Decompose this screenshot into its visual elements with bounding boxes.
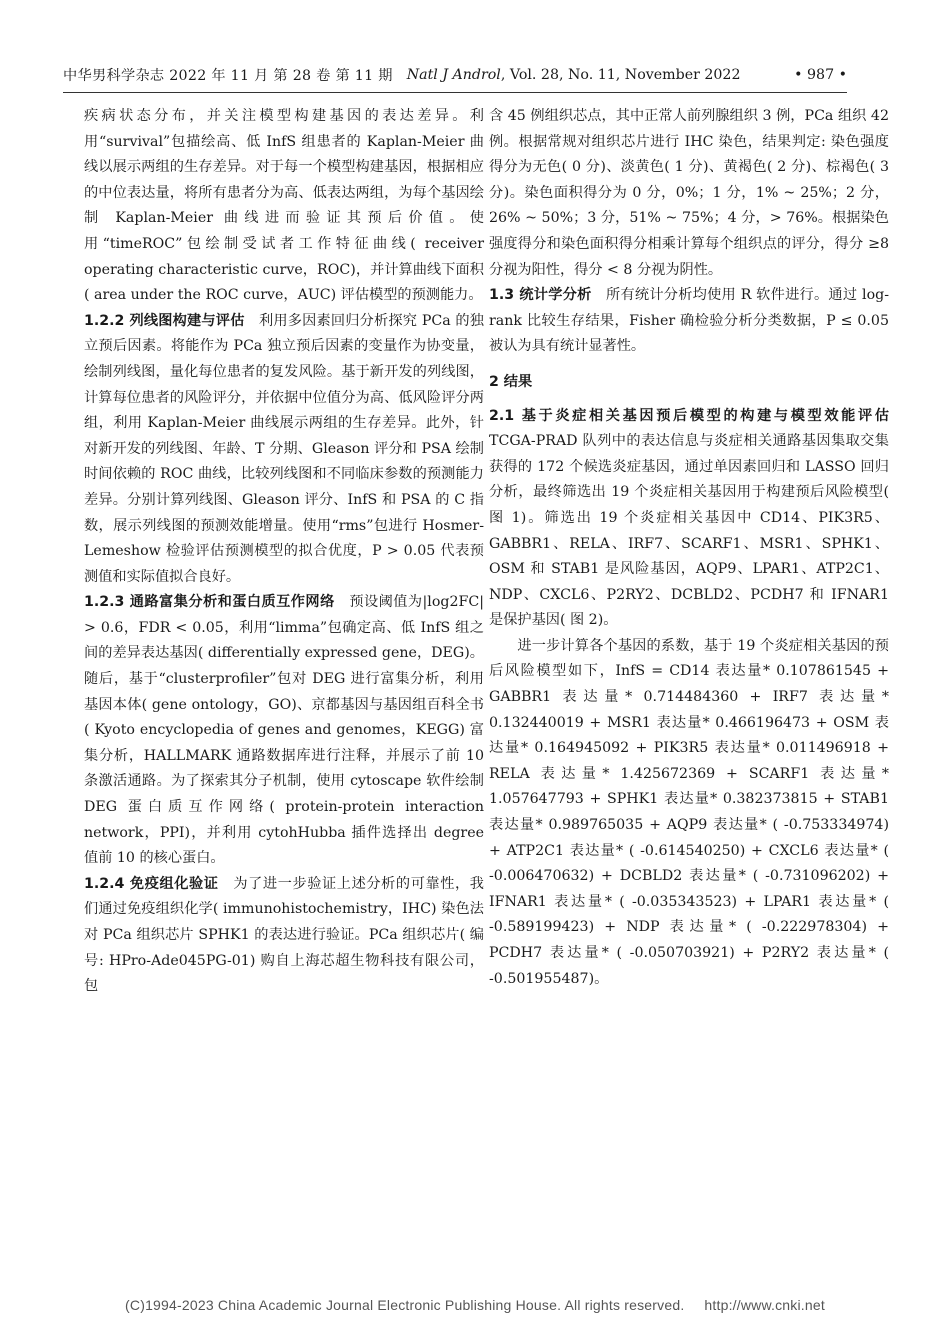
header-rule	[63, 92, 847, 93]
subsection-1-2-3	[84, 590, 484, 872]
section-heading: 2 结果	[489, 373, 533, 390]
running-header	[63, 64, 847, 86]
subsection-1-2-4	[84, 872, 484, 1000]
copyright-text: (C)1994-2023 China Academic Journal Electronic Publishing House. All rights reserved.	[125, 1297, 685, 1313]
footer-url[interactable]: http://www.cnki.net	[704, 1297, 825, 1313]
subsection-text: TCGA-PRAD 队列中的表达信息与炎症相关通路基因集取交集获得的 172 个候选炎症基因，通过单因素回归和 LASSO 回归分析，最终筛选出 19 个炎症相关基因用于构建预后风险模型( 图 1)。筛选出 19 个炎症相关基因中 CD14、PIK3R5、GABBR1、RELA、IRF7、SCARF1、MSR1、SPHK1、OSM 和 STAB1 是风险基因，AQP9、LPAR1、ATP2C1、NDP、CXCL6、P2RY2、DCBLD2、PCDH7 和 IFNAR1 是保护基因( 图 2)。	[489, 433, 889, 629]
subsection-1-2-2	[84, 309, 484, 591]
subsection-text: 预设阈值为|log2FC| > 0.6，FDR < 0.05，利用“limma”包确定高、低 InfS 组之间的差异表达基因( differentially expressed gene，DEG)。随后，基于“clusterprofiler”包对 DEG 进行富集分析，利用基因本体( gene ontology，GO)、京都基因与基因组百科全书( Kyoto encyclopedia of genes and genomes，KEGG) 富集分析，HALLMARK 通路数据库进行注释，并展示了前 10 条激活通路。为了探索其分子机制，使用 cytoscape 软件绘制 DEG 蛋白质互作网络( protein-protein interaction network，PPI)，并利用 cytohHubba 插件选择出 degree 值前 10 的核心蛋白。	[84, 594, 484, 867]
right-column	[489, 104, 889, 992]
subsection-2-1	[489, 404, 889, 634]
subsection-heading: 1.3 统计学分析	[489, 287, 592, 304]
subsection-1-3	[489, 283, 889, 360]
paragraph-formula: 进一步计算各个基因的系数，基于 19 个炎症相关基因的预后风险模型如下，InfS = CD14 表达量* 0.107861545 + GABBR1 表达量* 0.714484360 + IRF7 表达量* 0.132440019 + MSR1 表达量* 0.466196473 + OSM 表达量* 0.164945092 + PIK3R5 表达量* 0.011496918 + RELA 表达量* 1.425672369 + SCARF1 表达量* 1.057647793 + SPHK1 表达量* 0.382373815 + STAB1 表达量* 0.989765035 + AQP9 表达量* ( -0.753334974) + ATP2C1 表达量* ( -0.614540250) + CXCL6 表达量* ( -0.006470632) + DCBLD2 表达量* ( -0.731096202) + IFNAR1 表达量* ( -0.035343523) + LPAR1 表达量* ( -0.589199423) + NDP 表达量* ( -0.222978304) + PCDH7 表达量* ( -0.050703921) + P2RY2 表达量* ( -0.501955487)。	[489, 637, 889, 987]
page-number: • 987 •	[794, 67, 847, 83]
subsection-heading: 1.2.3 通路富集分析和蛋白质互作网络	[84, 594, 335, 611]
paragraph: 疾病状态分布，并关注模型构建基因的表达差异。利用“survival”包描绘高、低 InfS 组患者的 Kaplan-Meier 曲线以展示两组的生存差异。对于每一个模型构建基因，根据相应的中位表达量，将所有患者分为高、低表达两组，为每个基因绘制 Kaplan-Meier 曲线进而验证其预后价值。使用“timeROC”包绘制受试者工作特征曲线( receiver operating characteristic curve，ROC)，并计算曲线下面积( area under the ROC curve，AUC) 评估模型的预测能力。	[84, 108, 484, 304]
subsection-heading: 1.2.2 列线图构建与评估	[84, 312, 245, 329]
journal-title-en: Natl J Androl	[406, 67, 501, 83]
subsection-text: 所有统计分析均使用 R 软件进行。通过 log-rank 比较生存结果，Fisher 确检验分析分类数据，P ≤ 0.05 被认为具有统计显著性。	[489, 287, 889, 355]
journal-issue-en: , Vol. 28, No. 11, November 2022	[500, 67, 741, 83]
subsection-heading: 2.1 基于炎症相关基因预后模型的构建与模型效能评估	[489, 407, 889, 424]
journal-title-cn: 中华男科学杂志 2022 年 11 月 第 28 卷 第 11 期	[63, 68, 393, 84]
subsection-text: 利用多因素回归分析探究 PCa 的独立预后因素。将能作为 PCa 独立预后因素的变量作为协变量，绘制列线图，量化每位患者的复发风险。基于新开发的列线图，计算每位患者的风险评分，并依据中位值分为高、低风险评分两组，利用 Kaplan-Meier 曲线展示两组的生存差异。此外，针对新开发的列线图、年龄、T 分期、Gleason 评分和 PSA 绘制时间依赖的 ROC 曲线，比较列线图和不同临床参数的预测能力差异。分别计算列线图、Gleason 评分、InfS 和 PSA 的 C 指数，展示列线图的预测效能增量。使用“rms”包进行 Hosmer-Lemeshow 检验评估预测模型的拟合优度，P > 0.05 代表预测值和实际值拟合良好。	[84, 312, 484, 585]
subsection-text: 为了进一步验证上述分析的可靠性，我们通过免疫组织化学( immunohistochemistry，IHC) 染色法对 PCa 组织芯片 SPHK1 的表达进行验证。PCa 组织芯片( 编号: HPro-Ade045PG-01) 购自上海芯超生物科技有限公司，包	[84, 875, 484, 995]
paragraph: 含 45 例组织芯点，其中正常人前列腺组织 3 例，PCa 组织 42 例。根据常规对组织芯片进行 IHC 染色，结果判定: 染色强度得分为无色( 0 分)、淡黄色( 1 分)、黄褐色( 2 分)、棕褐色( 3 分)。染色面积得分为 0 分，0%；1 分，1% ~ 25%；2 分，26% ~ 50%；3 分，51% ~ 75%；4 分，> 76%。根据染色强度得分和染色面积得分相乘计算每个组织点的评分，得分 ≥8 分视为阳性，得分 < 8 分视为阴性。	[489, 108, 889, 278]
footer	[0, 1297, 950, 1313]
subsection-heading: 1.2.4 免疫组化验证	[84, 875, 219, 892]
left-column	[84, 104, 484, 1000]
